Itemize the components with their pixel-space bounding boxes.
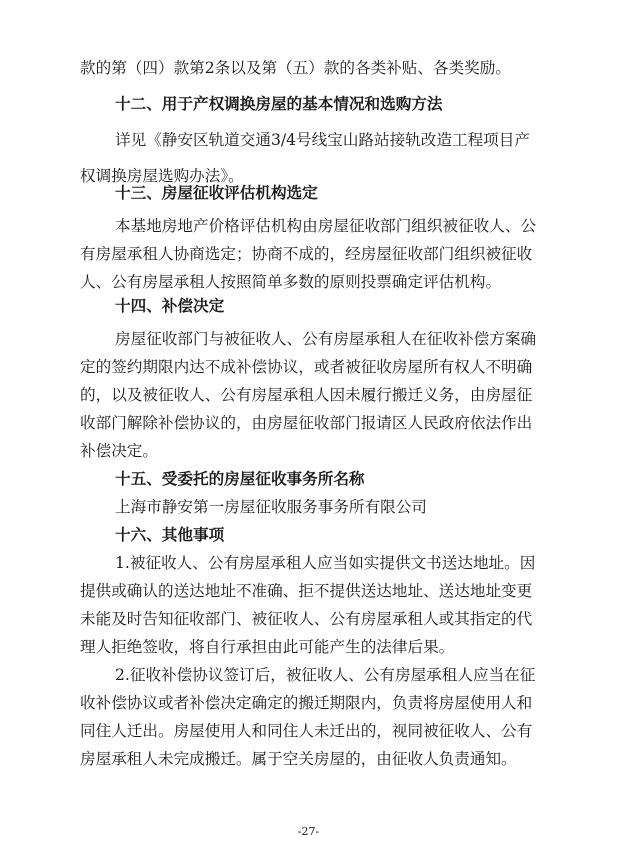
text-line: 本基地房地产价格评估机构由房屋征收部门组织被征收人、公	[115, 217, 537, 235]
text-line: 的，以及被征收人、公有房屋承租人因未履行搬迁义务，由房屋征	[80, 386, 533, 404]
section-heading-13: 十三、房屋征收评估机构选定	[115, 184, 318, 202]
section-heading-16: 十六、其他事项	[115, 526, 225, 544]
text-line: 理人拒绝签收，将自行承担由此可能产生的法律后果。	[80, 638, 455, 656]
text-line: 有房屋承租人协商选定；协商不成的，经房屋征收部门组织被征收	[80, 245, 533, 263]
text-line: 同住人迁出。房屋使用人和同住人未迁出的，视同被征收人、公有	[80, 722, 533, 740]
text-line: 1.被征收人、公有房屋承租人应当如实提供文书送达地址。因	[115, 554, 536, 572]
page-number: -27-	[297, 825, 320, 838]
text-line: 定的签约期限内达不成补偿协议，或者被征收房屋所有权人不明确	[80, 358, 533, 376]
text-line: 补偿决定。	[80, 442, 158, 460]
text-line: 2.征收补偿协议签订后，被征收人、公有房屋承租人应当在征	[115, 666, 536, 684]
text-line: 上海市静安第一房屋征收服务事务所有限公司	[115, 498, 427, 516]
section-heading-15: 十五、受委托的房屋征收事务所名称	[115, 470, 365, 488]
section-heading-14: 十四、补偿决定	[115, 297, 225, 315]
text-line: 提供或确认的送达地址不准确、拒不提供送达地址、送达地址变更	[80, 582, 533, 600]
text-line: 人、公有房屋承租人按照简单多数的原则投票确定评估机构。	[80, 273, 502, 291]
text-line: 款的第（四）款第2条以及第（五）款的各类补贴、各类奖励。	[80, 59, 511, 77]
text-line: 收部门解除补偿协议的，由房屋征收部门报请区人民政府依法作出	[80, 414, 533, 432]
text-line: 房屋承租人未完成搬迁。属于空关房屋的，由征收人负责通知。	[80, 750, 517, 768]
section-heading-12: 十二、用于产权调换房屋的基本情况和选购方法	[115, 95, 443, 113]
text-line: 房屋征收部门与被征收人、公有房屋承租人在征收补偿方案确	[115, 330, 537, 348]
text-line: 未能及时告知征收部门、被征收人、公有房屋承租人或其指定的代	[80, 610, 533, 628]
text-line: 收补偿协议或者补偿决定确定的搬迁期限内，负责将房屋使用人和	[80, 694, 533, 712]
text-line: 权调换房屋选购办法》。	[80, 167, 244, 185]
text-line: 详见《静安区轨道交通3/4号线宝山路站接轨改造工程项目产	[115, 131, 530, 149]
